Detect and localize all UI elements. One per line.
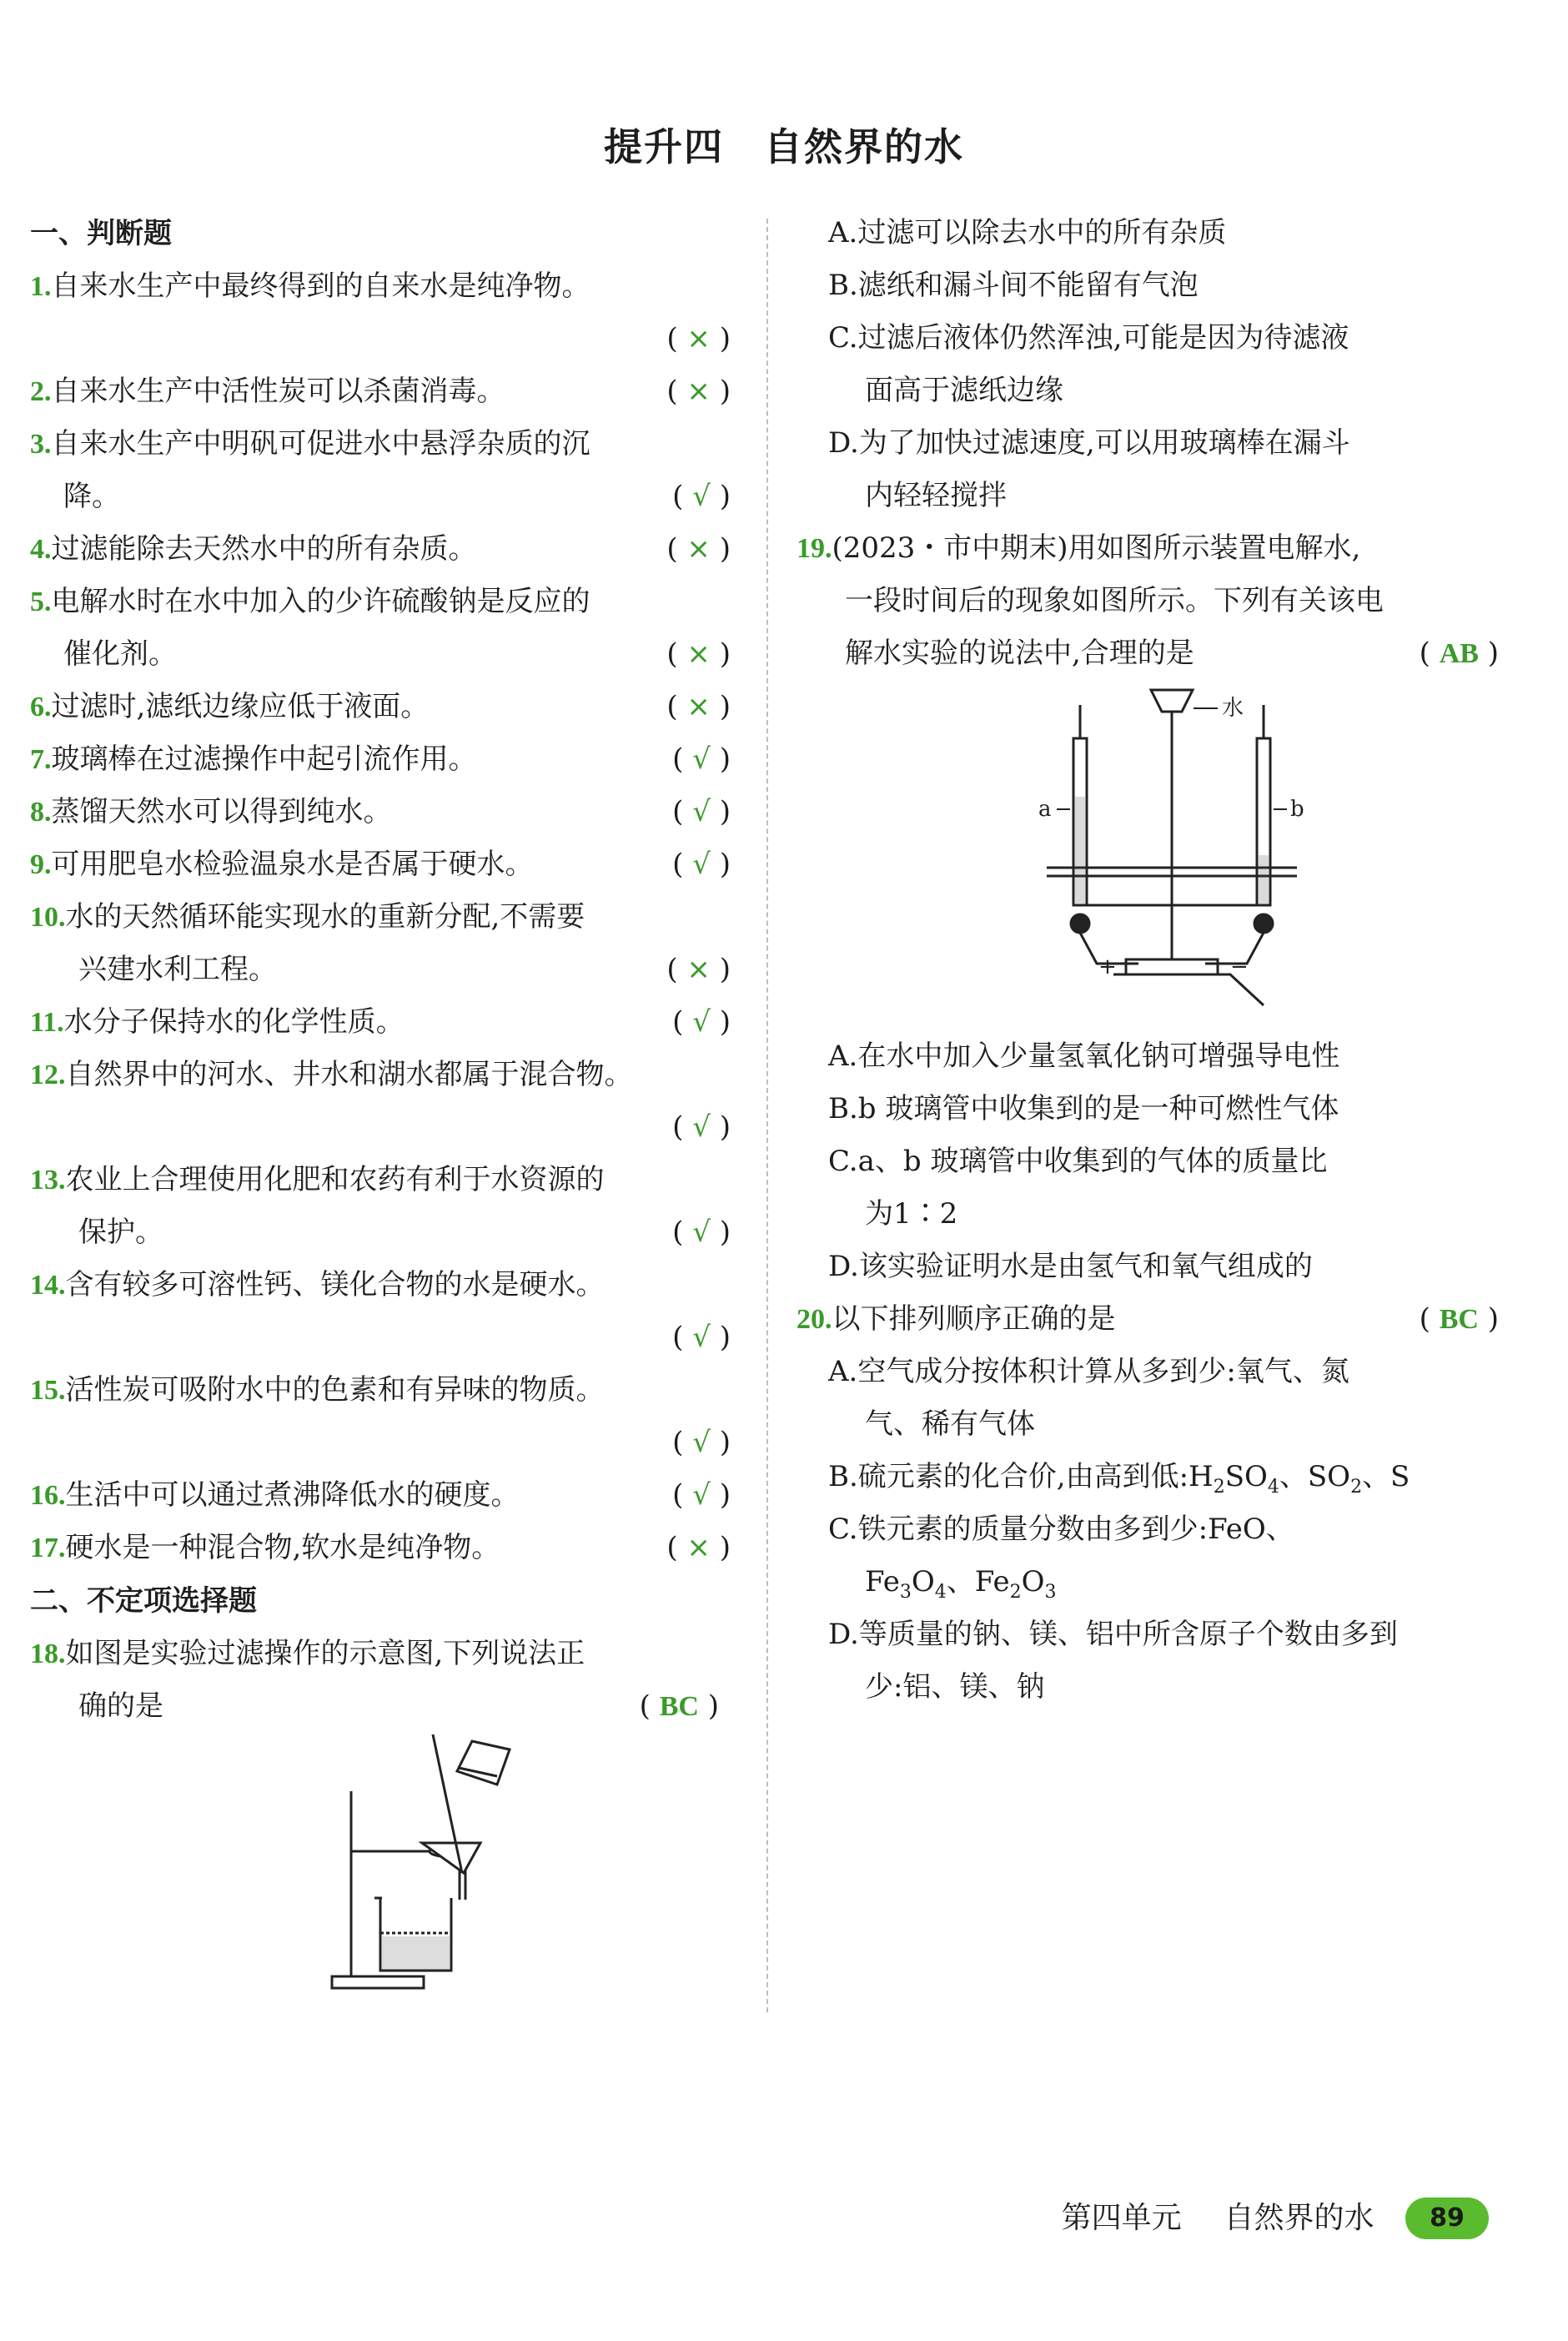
answer-mark-value: √: [692, 1005, 711, 1039]
footer-topic: 自然界的水: [1224, 2201, 1375, 2235]
option-text: 为了加快过滤速度,可以用玻璃棒在漏斗: [858, 426, 1350, 460]
question-text: 解水实验的说法中,合理的是: [845, 637, 1194, 670]
question-number: 7.: [30, 744, 52, 775]
option-text: 过滤后液体仍然浑浊,可能是因为待滤液: [857, 321, 1349, 355]
answer-mark-value: ×: [686, 375, 711, 408]
question-text: 保护。: [78, 1216, 163, 1249]
answer-line: [30, 1417, 736, 1469]
option-line: [771, 1451, 1515, 1503]
answer-mark: ( √ ): [672, 1005, 731, 1039]
answer-mark: ( √ ): [672, 1321, 731, 1354]
answer-mark-value: √: [692, 480, 711, 513]
option-line: [771, 1188, 1515, 1241]
question-text: 确的是: [78, 1689, 163, 1723]
option-text: 等质量的钠、镁、铝中所含原子个数由多到: [858, 1618, 1398, 1651]
option-text: a、b 玻璃管中收集到的气体的质量比: [857, 1145, 1328, 1178]
option-line: [771, 1083, 1515, 1135]
page-title: 提升四 自然界的水: [604, 124, 964, 169]
option-text: 滤纸和漏斗间不能留有气泡: [857, 269, 1199, 302]
question-number: 16.: [30, 1480, 66, 1511]
answer-mark: ( √ ): [672, 743, 731, 776]
judgment-line: [30, 628, 736, 681]
answer-mark-value: √: [692, 1478, 711, 1512]
option-line: [771, 417, 1515, 470]
question-number: 20.: [797, 1304, 832, 1335]
question-text: 自然界中的河水、井水和湖水都属于混合物。: [65, 1058, 633, 1091]
option-text: 过滤可以除去水中的所有杂质: [857, 216, 1227, 249]
option-label: D.: [828, 1250, 859, 1283]
filtration-figure: [30, 1733, 736, 2008]
answer-mark: ( √ ): [672, 848, 731, 881]
question-text: 农业上合理使用化肥和农药有利于水资源的: [65, 1163, 605, 1196]
question-text: 过滤时,滤纸边缘应低于液面。: [51, 690, 430, 723]
question-text: 玻璃棒在过滤操作中起引流作用。: [51, 743, 477, 776]
option-text: 气、稀有气体: [865, 1407, 1035, 1441]
option-text: 内轻轻搅拌: [865, 479, 1007, 512]
question-text: (2023・市中期末)用如图所示装置电解水,: [832, 531, 1361, 565]
answer-mark-value: ×: [686, 637, 711, 671]
answer-mark: ( × ): [666, 1531, 731, 1564]
answer-mark-value: ×: [686, 953, 711, 986]
option-line: [771, 1398, 1515, 1451]
question-text: 活性炭可吸附水中的色素和有异味的物质。: [65, 1373, 605, 1407]
option-line: [771, 1503, 1515, 1556]
filtration-apparatus-diagram: [30, 1733, 736, 2008]
judgment-line: [30, 891, 736, 944]
option-line: [771, 312, 1515, 365]
answer-choice: ( BC ): [639, 1689, 719, 1723]
footer-unit: 第四单元: [1061, 2201, 1182, 2235]
answer-mark: ( √ ): [672, 480, 731, 513]
question-20-options: [771, 1346, 1515, 1714]
label-a: a: [1038, 797, 1052, 822]
judgment-line: [30, 786, 736, 838]
option-label: C.: [828, 1145, 858, 1178]
question-text: 如图是实验过滤操作的示意图,下列说法正: [65, 1637, 585, 1670]
question-number: 17.: [30, 1533, 66, 1563]
option-label: A.: [828, 216, 858, 249]
question-text: 降。: [63, 480, 120, 513]
answer-mark-value: √: [692, 1321, 711, 1354]
judgment-line: [30, 1049, 736, 1101]
option-line: [771, 1608, 1515, 1661]
question-line: [30, 1680, 736, 1733]
question-text: 水的天然循环能实现水的重新分配,不需要: [65, 900, 585, 934]
answer-mark: ( × ): [666, 322, 731, 355]
question-number: 5.: [30, 587, 52, 617]
option-text: 在水中加入少量氢氧化钠可增强导电性: [857, 1040, 1340, 1073]
answer-mark: ( × ): [666, 532, 731, 566]
question-text: 电解水时在水中加入的少许硫酸钠是反应的: [51, 585, 591, 618]
question-19-options: [771, 1030, 1515, 1293]
option-line: [771, 1556, 1515, 1608]
answer-choice-value: AB: [1439, 638, 1479, 669]
question-number: 11.: [30, 1007, 64, 1038]
question-number: 1.: [30, 271, 52, 302]
section-heading-judgment: 一、判断题: [30, 217, 172, 250]
answer-choice-value: BC: [659, 1691, 699, 1722]
option-label: A.: [828, 1040, 858, 1073]
answer-mark-value: √: [692, 848, 711, 881]
judgment-line: [30, 523, 736, 576]
left-column: [30, 207, 736, 2008]
right-column: [797, 207, 1515, 1714]
option-label: B.: [828, 269, 858, 302]
judgment-line: [30, 1522, 736, 1574]
answer-mark-value: √: [692, 743, 711, 776]
judgment-line: [30, 1206, 736, 1259]
question-line: [30, 1628, 736, 1680]
question-text: 可用肥皂水检验温泉水是否属于硬水。: [51, 848, 534, 881]
answer-mark: ( √ ): [672, 1110, 731, 1144]
page-number-badge: 89: [1405, 2198, 1489, 2239]
question-number: 8.: [30, 797, 52, 828]
question-18-options: [771, 207, 1515, 522]
option-label: D.: [828, 426, 859, 460]
answer-mark: ( √ ): [672, 1426, 731, 1459]
label-plus: +: [1098, 954, 1117, 979]
question-number: 13.: [30, 1165, 66, 1196]
question-number: 4.: [30, 534, 52, 565]
option-label: C.: [828, 321, 858, 355]
judgment-line: [30, 1364, 736, 1417]
question-number: 18.: [30, 1639, 66, 1669]
judgment-line: [30, 418, 736, 471]
question-19: [797, 522, 1515, 680]
question-number: 3.: [30, 429, 52, 460]
page-footer: [1062, 2194, 1489, 2241]
option-text: 为1∶2: [865, 1197, 958, 1231]
answer-line: [30, 1101, 736, 1154]
label-b: b: [1290, 797, 1304, 822]
answer-mark: ( √ ): [672, 1216, 731, 1249]
judgment-line: [30, 1259, 736, 1311]
option-line: [771, 259, 1515, 312]
answer-mark-value: ×: [686, 532, 711, 566]
judgment-line: [30, 1469, 736, 1522]
question-number: 14.: [30, 1270, 66, 1301]
question-text: 蒸馏天然水可以得到纯水。: [51, 795, 392, 828]
question-line: [797, 627, 1515, 680]
judgment-line: [30, 996, 736, 1049]
question-number: 10.: [30, 902, 66, 933]
judgment-line: [30, 576, 736, 628]
answer-mark: ( × ): [666, 375, 731, 408]
option-text: $Fe_3O_4$、$Fe_2O_3$: [865, 1565, 1057, 1603]
question-text: 一段时间后的现象如图所示。下列有关该电: [845, 584, 1384, 617]
question-number: 6.: [30, 692, 52, 722]
option-text: 空气成分按体积计算从多到少:氧气、氮: [857, 1355, 1349, 1388]
answer-mark-value: √: [692, 1216, 711, 1249]
question-text: 水分子保持水的化学性质。: [63, 1005, 405, 1039]
option-label: B.: [828, 1092, 858, 1125]
question-line: [797, 575, 1515, 627]
answer-mark-value: ×: [686, 1531, 711, 1564]
answer-choice: ( BC ): [1419, 1302, 1499, 1336]
option-label: B.: [828, 1460, 858, 1493]
answer-mark: ( √ ): [672, 1478, 731, 1512]
question-number: 19.: [797, 533, 832, 564]
judgment-line: [30, 471, 736, 523]
label-minus: −: [1230, 954, 1249, 979]
answer-mark-value: √: [692, 1110, 711, 1144]
option-line: [771, 1135, 1515, 1188]
answer-mark-value: √: [692, 1426, 711, 1459]
electrolysis-apparatus-diagram: [797, 680, 1515, 1030]
option-line: [771, 1346, 1515, 1398]
answer-line: [30, 313, 736, 365]
option-line: [771, 1241, 1515, 1293]
question-number: 12.: [30, 1060, 66, 1090]
judgment-line: [30, 944, 736, 996]
judgment-line: [30, 365, 736, 418]
question-number: 9.: [30, 849, 52, 880]
judgment-line: [30, 681, 736, 733]
answer-mark: ( × ): [666, 953, 731, 986]
option-line: [771, 1661, 1515, 1714]
judgment-line: [30, 260, 736, 313]
section-heading-choice: 二、不定项选择题: [30, 1584, 257, 1618]
question-20: [797, 1293, 1515, 1346]
question-text: 硬水是一种混合物,软水是纯净物。: [65, 1531, 500, 1564]
answer-mark-value: ×: [686, 690, 711, 723]
question-text: 自来水生产中最终得到的自来水是纯净物。: [51, 269, 591, 303]
option-text: 硫元素的化合价,由高到低$:H_2SO_4$、$SO_2$、S: [857, 1460, 1410, 1498]
question-line: [797, 1293, 1515, 1346]
answer-line: [30, 1311, 736, 1364]
answer-choice: ( AB ): [1419, 637, 1499, 670]
answer-choice-value: BC: [1439, 1304, 1479, 1335]
question-text: 催化剂。: [63, 637, 177, 671]
option-line: [771, 365, 1515, 417]
answer-mark-value: √: [692, 795, 711, 828]
option-line: [771, 1030, 1515, 1083]
answer-mark: ( √ ): [672, 795, 731, 828]
question-text: 以下排列顺序正确的是: [832, 1302, 1116, 1336]
electrolysis-figure: [797, 680, 1515, 1030]
question-number: 2.: [30, 376, 52, 407]
question-text: 生活中可以通过煮沸降低水的硬度。: [65, 1478, 520, 1512]
judgment-line: [30, 838, 736, 891]
option-text: 该实验证明水是由氢气和氧气组成的: [858, 1250, 1313, 1283]
option-line: [771, 207, 1515, 259]
option-text: 面高于滤纸边缘: [865, 374, 1063, 407]
column-divider: [766, 219, 768, 2012]
question-line: [797, 522, 1515, 575]
option-label: C.: [828, 1513, 858, 1546]
question-text: 过滤能除去天然水中的所有杂质。: [51, 532, 477, 566]
judgment-list: [30, 260, 736, 1574]
answer-mark-value: ×: [686, 322, 711, 355]
label-water: 水: [1222, 696, 1244, 721]
option-label: D.: [828, 1618, 859, 1651]
option-text: 铁元素的质量分数由多到少:FeO、: [857, 1513, 1294, 1546]
question-text: 自来水生产中活性炭可以杀菌消毒。: [51, 375, 505, 408]
option-label: A.: [828, 1355, 858, 1388]
judgment-line: [30, 1154, 736, 1206]
option-text: b 玻璃管中收集到的是一种可燃性气体: [857, 1092, 1339, 1125]
question-number: 15.: [30, 1375, 66, 1406]
answer-mark: ( × ): [666, 637, 731, 671]
judgment-line: [30, 733, 736, 786]
option-text: 少:铝、镁、钠: [865, 1670, 1045, 1704]
question-text: 自来水生产中明矾可促进水中悬浮杂质的沉: [51, 427, 591, 461]
question-18: [30, 1628, 736, 1733]
question-text: 兴建水利工程。: [78, 953, 277, 986]
answer-mark: ( × ): [666, 690, 731, 723]
question-text: 含有较多可溶性钙、镁化合物的水是硬水。: [65, 1268, 605, 1301]
option-line: [771, 470, 1515, 522]
